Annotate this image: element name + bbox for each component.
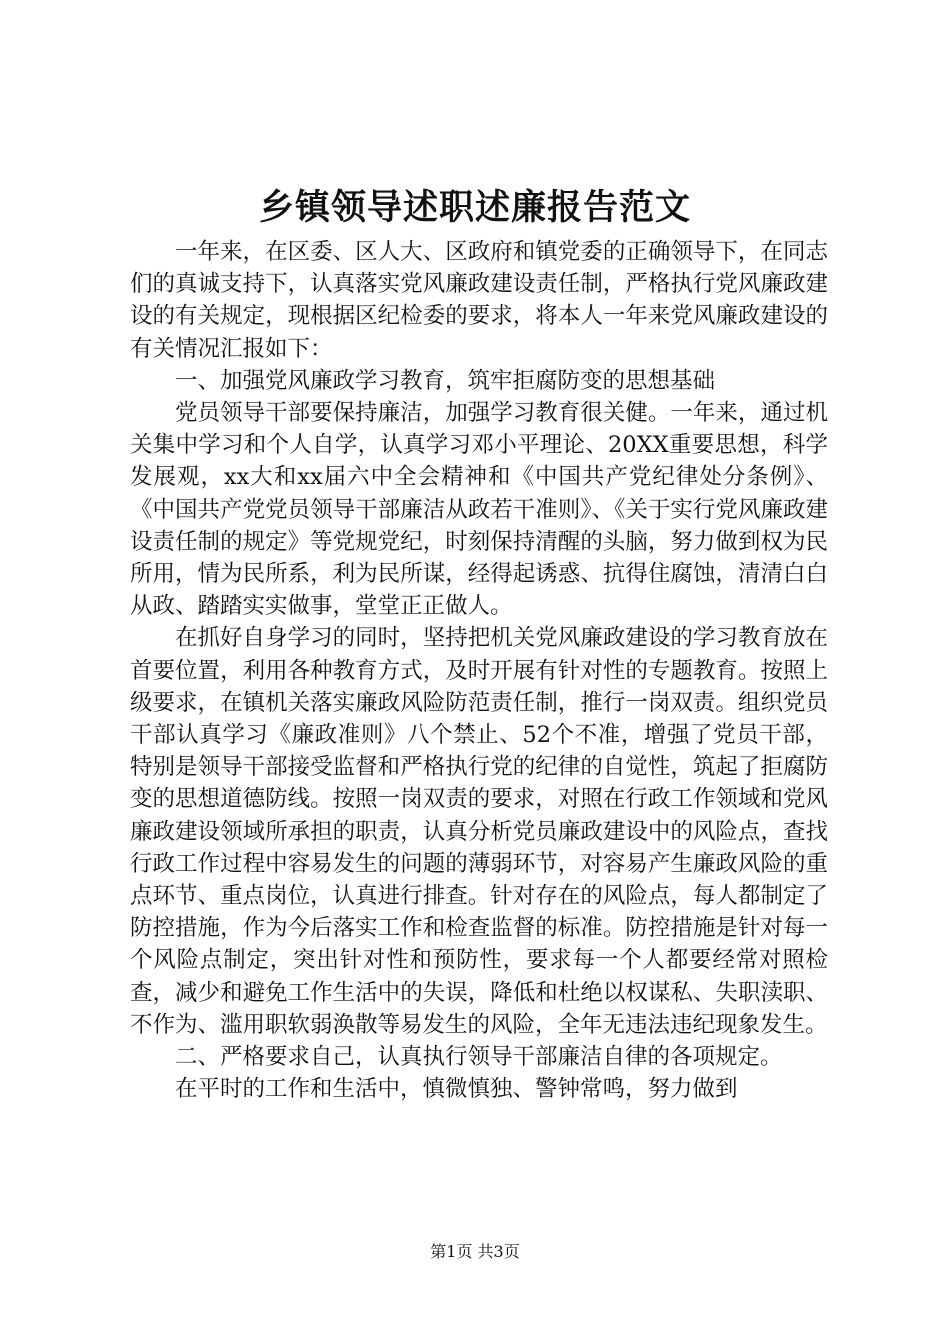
document-title: 乡镇领导述职述廉报告范文 xyxy=(258,187,691,228)
paragraph-daily-work: 在平时的工作和生活中，慎微慎独、警钟常鸣，努力做到 xyxy=(175,1076,738,1103)
page-number-footer: 第1页 共3页 xyxy=(430,1242,520,1261)
paragraph-intro: 一年来，在区委、区人大、区政府和镇党委的正确领导下，在同志们的真诚支持下，认真落实党风廉政建设责任制，严格执行党风廉政建设的有关规定，现根据区纪检委的要求，将本人一年来党风廉政建设的有关情况汇报如下： xyxy=(130,239,828,362)
paragraph-education: 在抓好自身学习的同时，坚持把机关党风廉政建设的学习教育放在首要位置，利用各种教育方式，及时开展有针对性的专题教育。按照上级要求，在镇机关落实廉政风险防范责任制，推行一岗双责。组织党员干部认真学习《廉政准则》八个禁止、52个不准，增强了党员干部，特别是领导干部接受监督和严格执行党的纪律的自觉性，筑起了拒腐防变的思想道德防线。按照一岗双责的要求，对照在行政工作领域和党风廉政建设领域所承担的职责，认真分析党员廉政建设中的风险点，查找行政工作过程中容易发生的问题的薄弱环节，对容易产生廉政风险的重点环节、重点岗位，认真进行排查。针对存在的风险点，每人都制定了防控措施，作为今后落实工作和检查监督的标准。防控措施是针对每一个风险点制定，突出针对性和预防性，要求每一个人都要经常对照检查，减少和避免工作生活中的失误，降低和杜绝以权谋私、失职渎职、不作为、滥用职软弱涣散等易发生的风险，全年无违法违纪现象发生。 xyxy=(130,625,828,1038)
section-heading-2: 二、严格要求自己，认真执行领导干部廉洁自律的各项规定。 xyxy=(175,1044,783,1071)
section-heading-1: 一、加强党风廉政学习教育，筑牢拒腐防变的思想基础 xyxy=(175,367,716,394)
paragraph-study: 党员领导干部要保持廉洁，加强学习教育很关健。一年来，通过机关集中学习和个人自学，认真学习邓小平理论、20XX重要思想，科学发展观，xx大和xx届六中全会精神和《中国共产党纪律处分条例》、《中国共产党党员领导干部廉洁从政若干准则》、《关于实行党风廉政建设责任制的规定》等党规党纪，时刻保持清醒的头脑，努力做到权为民所用，情为民所系，利为民所谋，经得起诱惑、抗得住腐蚀，清清白白从政、踏踏实实做事，堂堂正正做人。 xyxy=(130,400,828,620)
document-body xyxy=(130,236,828,1105)
